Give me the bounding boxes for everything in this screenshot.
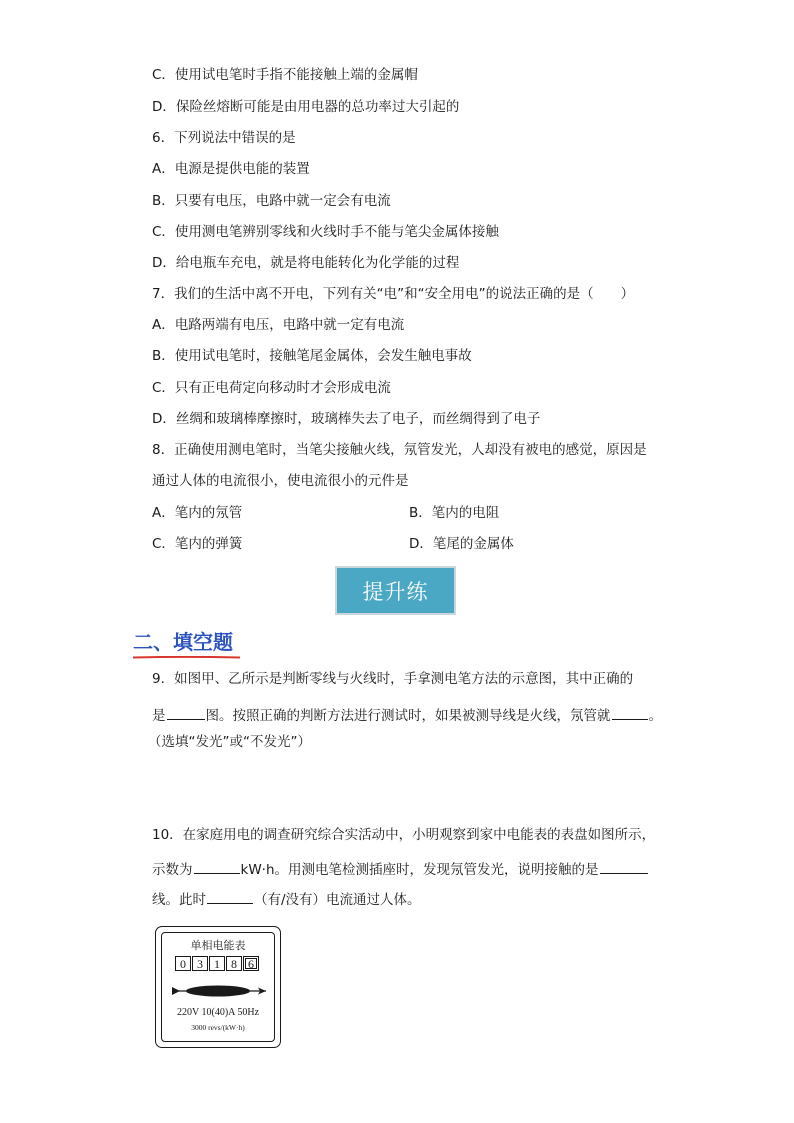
meter-title: 单相电能表 — [190, 939, 246, 952]
q10-blank-3[interactable] — [207, 889, 253, 904]
question-7-option-b: B．使用试电笔时，接触笔尾金属体，会发生触电事故 — [152, 348, 472, 364]
question-6-stem: 6．下列说法中错误的是 — [152, 130, 296, 146]
question-7-option-c: C．只有正电荷定向移动时才会形成电流 — [152, 380, 391, 396]
meter-digit-decimal: 6 — [243, 956, 259, 971]
meter-digit: 0 — [175, 956, 191, 971]
question-7-option-d: D．丝绸和玻璃棒摩擦时，玻璃棒失去了电子，而丝绸得到了电子 — [152, 411, 541, 427]
section-title-fill-in-blank: 二、填空题 — [133, 630, 233, 654]
meter-rating: 220V 10(40)A 50Hz — [176, 1007, 260, 1018]
q10-text-d: （有/没有）电流通过人体。 — [254, 892, 421, 908]
question-7-stem: 7．我们的生活中离不开电，下列有关“电”和“安全用电”的说法正确的是（ ） — [152, 286, 635, 302]
q10-text-a: 示数为 — [152, 862, 193, 878]
meter-digit-window — [175, 956, 260, 971]
meter-face — [161, 932, 275, 1042]
question-6-option-a: A．电源是提供电能的装置 — [152, 161, 310, 177]
meter-digit: 3 — [192, 956, 208, 971]
question-6-option-b: B．只要有电压，电路中就一定会有电流 — [152, 193, 391, 209]
q10-text-c: 线。此时 — [152, 892, 206, 908]
question-8-option-a: A．笔内的氖管 — [152, 505, 243, 521]
meter-digit: 1 — [209, 956, 225, 971]
improvement-practice-banner — [335, 566, 456, 615]
meter-digit: 8 — [226, 956, 242, 971]
question-9-line-2 — [152, 705, 662, 725]
question-9-line-3: （选填“发光”或“不发光”） — [148, 734, 311, 750]
question-10-line-2 — [152, 859, 649, 879]
q9-text-b: 图。按照正确的判断方法进行测试时，如果被测导线是火线，氖管就 — [205, 708, 611, 724]
q10-blank-1[interactable] — [194, 859, 240, 874]
banner-label: 提升练 — [362, 579, 429, 604]
question-7-option-a: A．电路两端有电压，电路中就一定有电流 — [152, 317, 405, 333]
q10-blank-2[interactable] — [600, 859, 648, 874]
question-8-option-b: B．笔内的电阻 — [409, 505, 500, 521]
question-5-option-d: D．保险丝熔断可能是由用电器的总功率过大引起的 — [152, 99, 460, 115]
question-10-line-1: 10．在家庭用电的调查研究综合实活动中，小明观察到家中电能表的表盘如图所示， — [152, 827, 656, 843]
meter-rotor-disc-icon — [170, 981, 270, 1001]
question-8-option-d: D．笔尾的金属体 — [409, 536, 514, 552]
section-title-underline — [133, 656, 240, 659]
q9-text-a: 是 — [152, 708, 166, 724]
question-5-option-c: C．使用试电笔时手指不能接触上端的金属帽 — [152, 67, 418, 83]
question-10-line-3 — [152, 889, 421, 909]
q9-blank-2[interactable] — [612, 705, 648, 720]
q9-text-c: 。 — [648, 708, 662, 724]
question-6-option-c: C．使用测电笔辨别零线和火线时手不能与笔尖金属体接触 — [152, 224, 499, 240]
meter-constant: 3000 revs/(kW·h) — [191, 1023, 245, 1032]
electric-meter-figure — [155, 926, 281, 1048]
q10-text-b: kW·h。用测电笔检测插座时，发现氖管发光，说明接触的是 — [240, 862, 599, 878]
question-9-line-1: 9．如图甲、乙所示是判断零线与火线时，手拿测电笔方法的示意图，其中正确的 — [152, 671, 634, 687]
question-8-stem-line-2: 通过人体的电流很小，使电流很小的元件是 — [152, 473, 409, 489]
question-6-option-d: D．给电瓶车充电，就是将电能转化为化学能的过程 — [152, 255, 460, 271]
question-8-option-c: C．笔内的弹簧 — [152, 536, 243, 552]
question-8-stem-line-1: 8．正确使用测电笔时，当笔尖接触火线，氖管发光，人却没有被电的感觉，原因是 — [152, 442, 647, 458]
q9-blank-1[interactable] — [167, 705, 205, 720]
